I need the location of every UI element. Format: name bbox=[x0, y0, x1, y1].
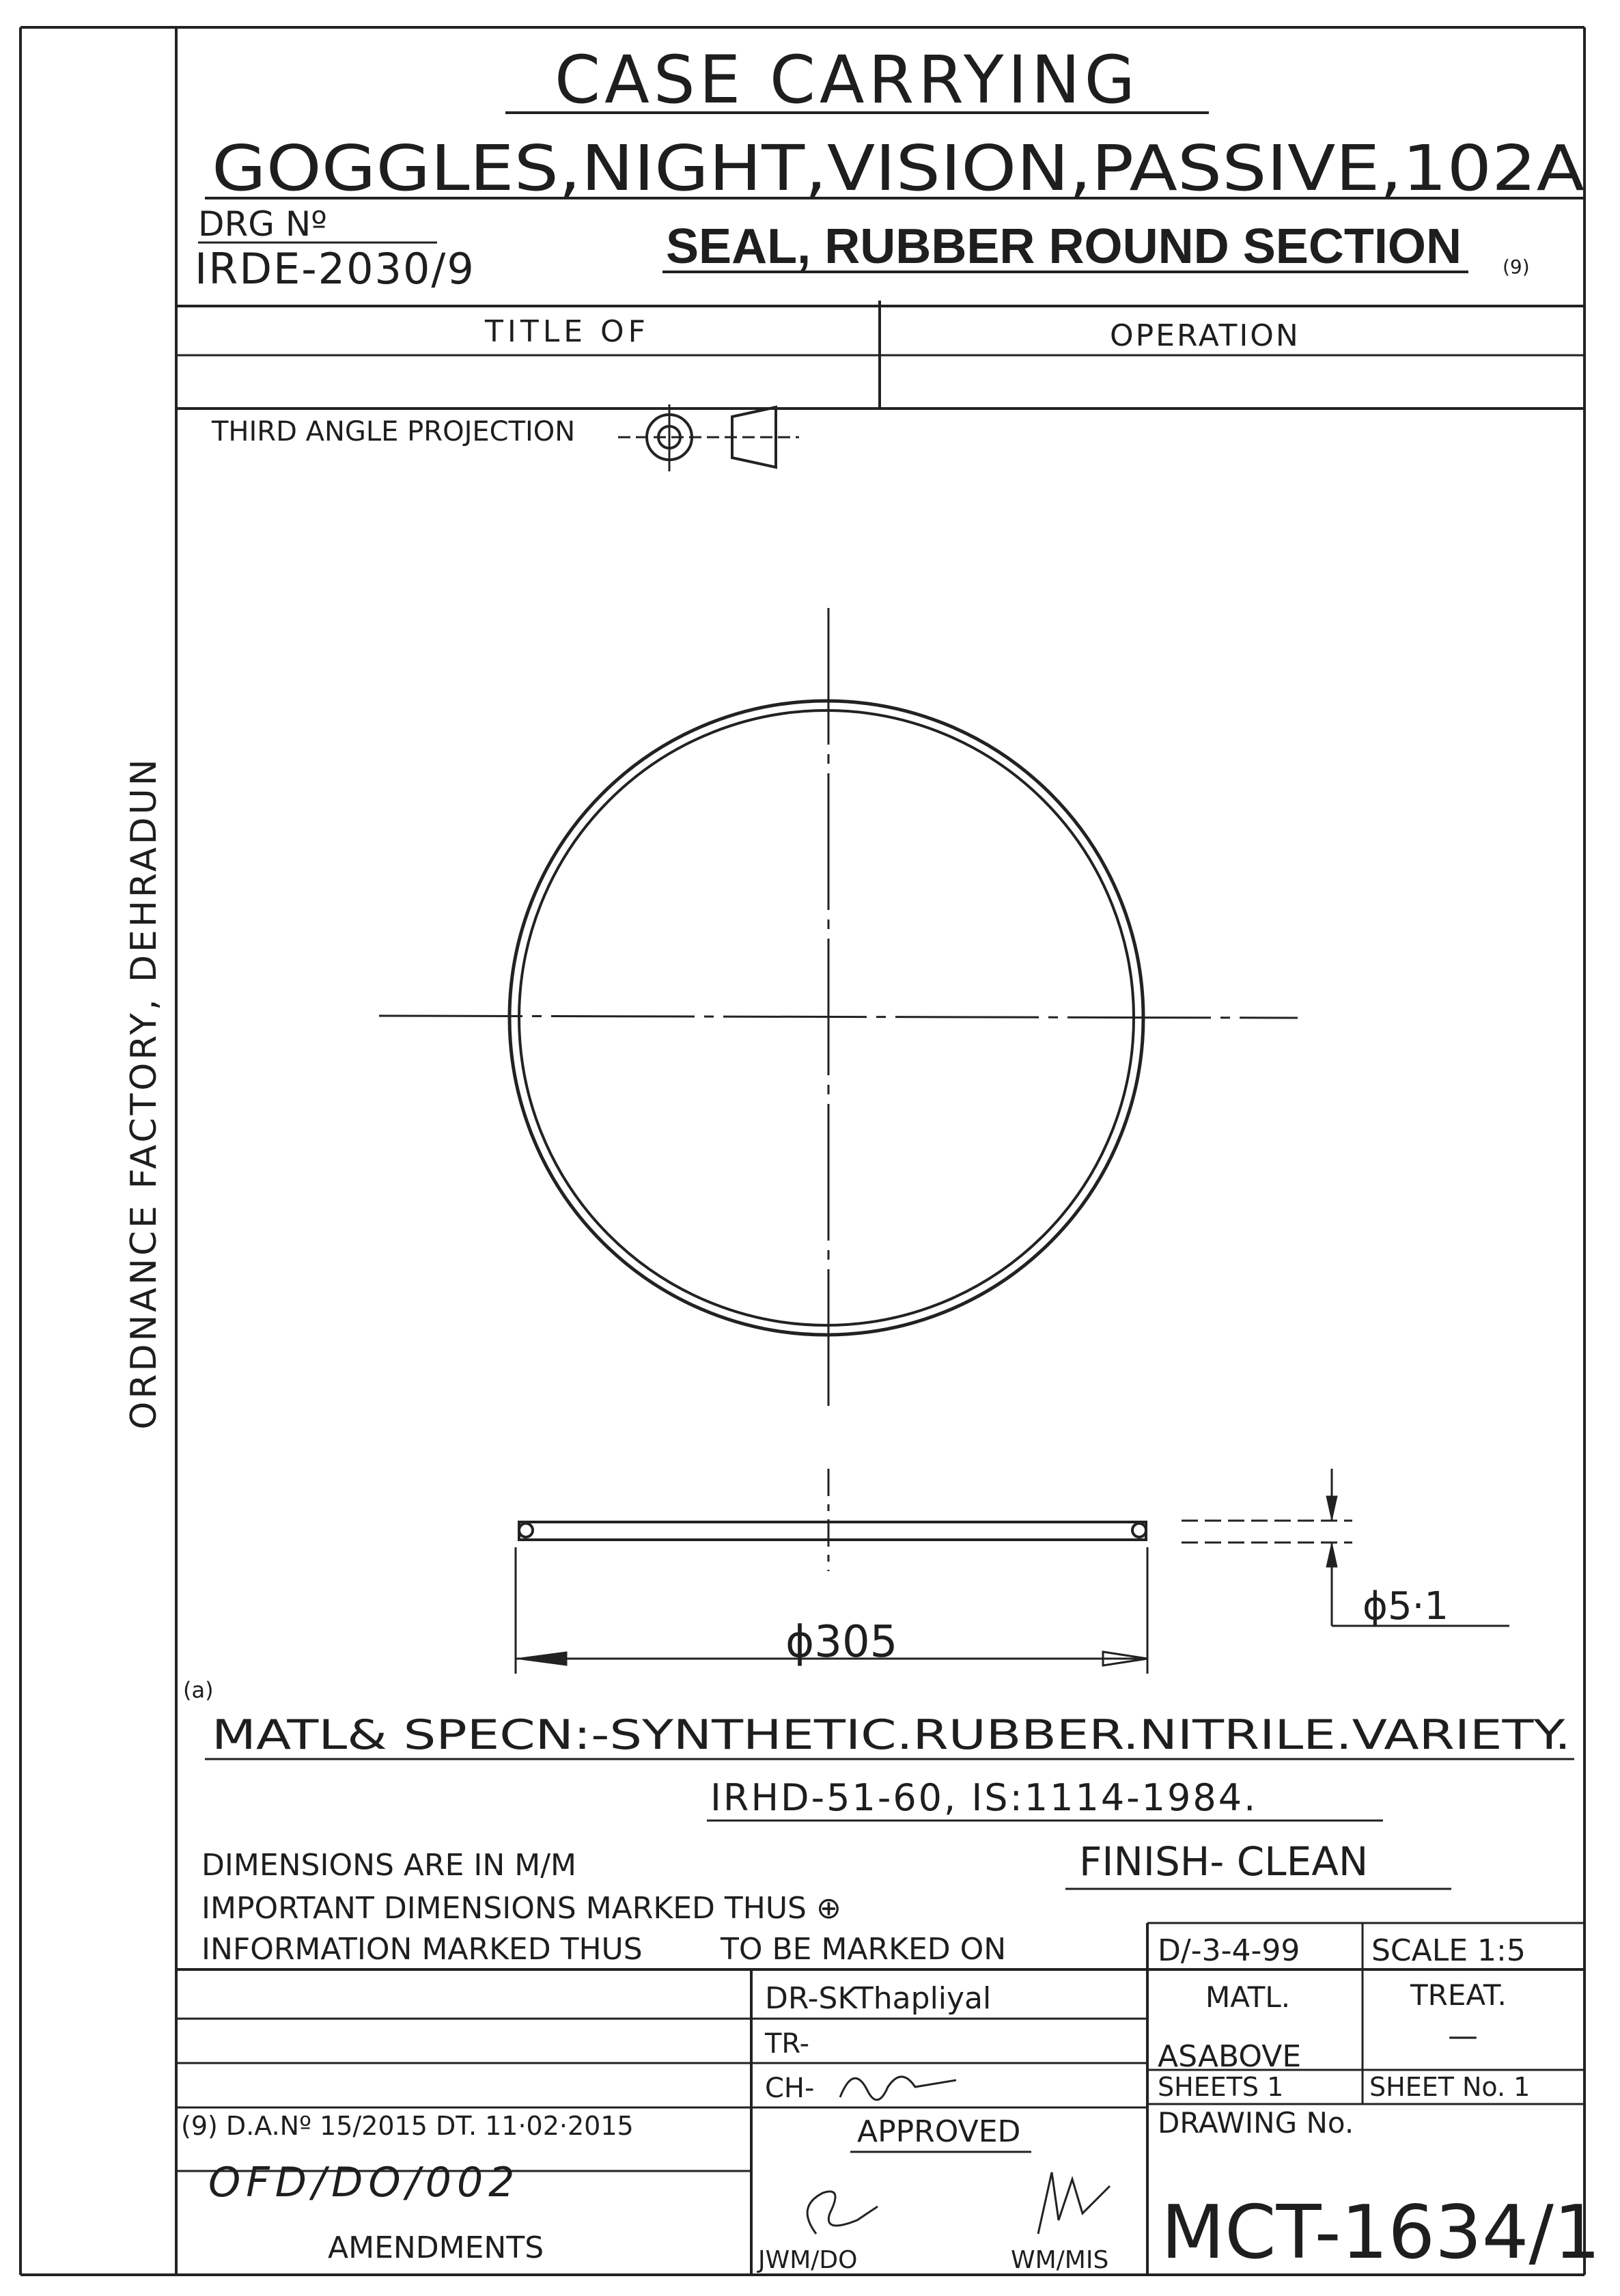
side-label: ORDNANCE FACTORY, DEHRADUN bbox=[124, 756, 165, 1430]
approver-signature-left bbox=[807, 2191, 878, 2234]
signature-designation-left: JWM/DO bbox=[758, 2246, 858, 2274]
seal-inner-circle bbox=[519, 710, 1134, 1325]
operation-label: OPERATION bbox=[1110, 318, 1300, 353]
note-dimensions: DIMENSIONS ARE IN M/M bbox=[201, 1848, 576, 1883]
part-mark: (9) bbox=[1503, 255, 1530, 278]
da-number: (9) D.A.Nº 15/2015 DT. 11·02·2015 bbox=[181, 2111, 634, 2141]
title-of-label: TITLE OF bbox=[485, 314, 650, 349]
seal-side-profile bbox=[519, 1522, 1146, 1540]
matl-value: ASABOVE bbox=[1158, 2039, 1302, 2074]
sheet-no-field: SHEET No. 1 bbox=[1369, 2072, 1531, 2102]
drawing-no-label: DRAWING No. bbox=[1158, 2106, 1354, 2140]
part-name: SEAL, RUBBER ROUND SECTION bbox=[666, 219, 1462, 274]
side-view bbox=[516, 1469, 1509, 1674]
drg-number: IRDE-2030/9 bbox=[195, 244, 475, 294]
title-line-1: CASE CARRYING bbox=[555, 42, 1139, 118]
seal-outer-circle bbox=[509, 701, 1143, 1335]
note-important: IMPORTANT DIMENSIONS MARKED THUS ⊕ bbox=[201, 1891, 841, 1926]
note-information: INFORMATION MARKED THUS bbox=[201, 1932, 643, 1967]
checked-by: CH- bbox=[765, 2073, 815, 2104]
material-line-2: IRHD-51-60, IS:1114-1984. bbox=[710, 1776, 1258, 1819]
projection bbox=[211, 404, 799, 471]
drawing-number: MCT-1634/1 bbox=[1161, 2190, 1601, 2276]
note-to-be-marked: TO BE MARKED ON bbox=[721, 1932, 1007, 1967]
traced-by: TR- bbox=[765, 2028, 810, 2060]
header bbox=[176, 42, 1584, 409]
projection-label: THIRD ANGLE PROJECTION bbox=[212, 416, 576, 447]
signature-designation-right: WM/MIS bbox=[1011, 2246, 1109, 2274]
drg-label: DRG Nº bbox=[198, 204, 327, 244]
center-line-horizontal bbox=[379, 1016, 1298, 1018]
diameter-dimension: ϕ305 bbox=[785, 1617, 898, 1668]
title-line-2: GOGGLES,NIGHT,VISION,PASSIVE,102A bbox=[212, 132, 1585, 205]
amendments-label: AMENDMENTS bbox=[328, 2230, 544, 2265]
approver-signature-right bbox=[1038, 2172, 1110, 2234]
date-field: D/-3-4-99 bbox=[1158, 1933, 1300, 1968]
approved-label: APPROVED bbox=[857, 2114, 1021, 2149]
finish-note: FINISH- CLEAN bbox=[1079, 1838, 1369, 1885]
matl-label: MATL. bbox=[1205, 1980, 1291, 2014]
thickness-dimension: ϕ5·1 bbox=[1363, 1584, 1449, 1629]
material-mark: (a) bbox=[183, 1677, 214, 1703]
treat-label: TREAT. bbox=[1410, 1978, 1507, 2012]
treat-value: — bbox=[1448, 2019, 1478, 2053]
material-line-1: MATL& SPECN:-SYNTHETIC.RUBBER.NITRILE.VARIETY. bbox=[212, 1711, 1571, 1759]
sheets-field: SHEETS 1 bbox=[1158, 2072, 1284, 2102]
third-angle-projection-icon bbox=[618, 404, 799, 471]
drawn-by: DR-SKThapliyal bbox=[765, 1981, 992, 2016]
front-view bbox=[379, 608, 1298, 1411]
ofd-reference: OFD/DO/002 bbox=[208, 2159, 520, 2207]
scale-field: SCALE 1:5 bbox=[1371, 1933, 1526, 1968]
checker-signature bbox=[840, 2077, 956, 2100]
